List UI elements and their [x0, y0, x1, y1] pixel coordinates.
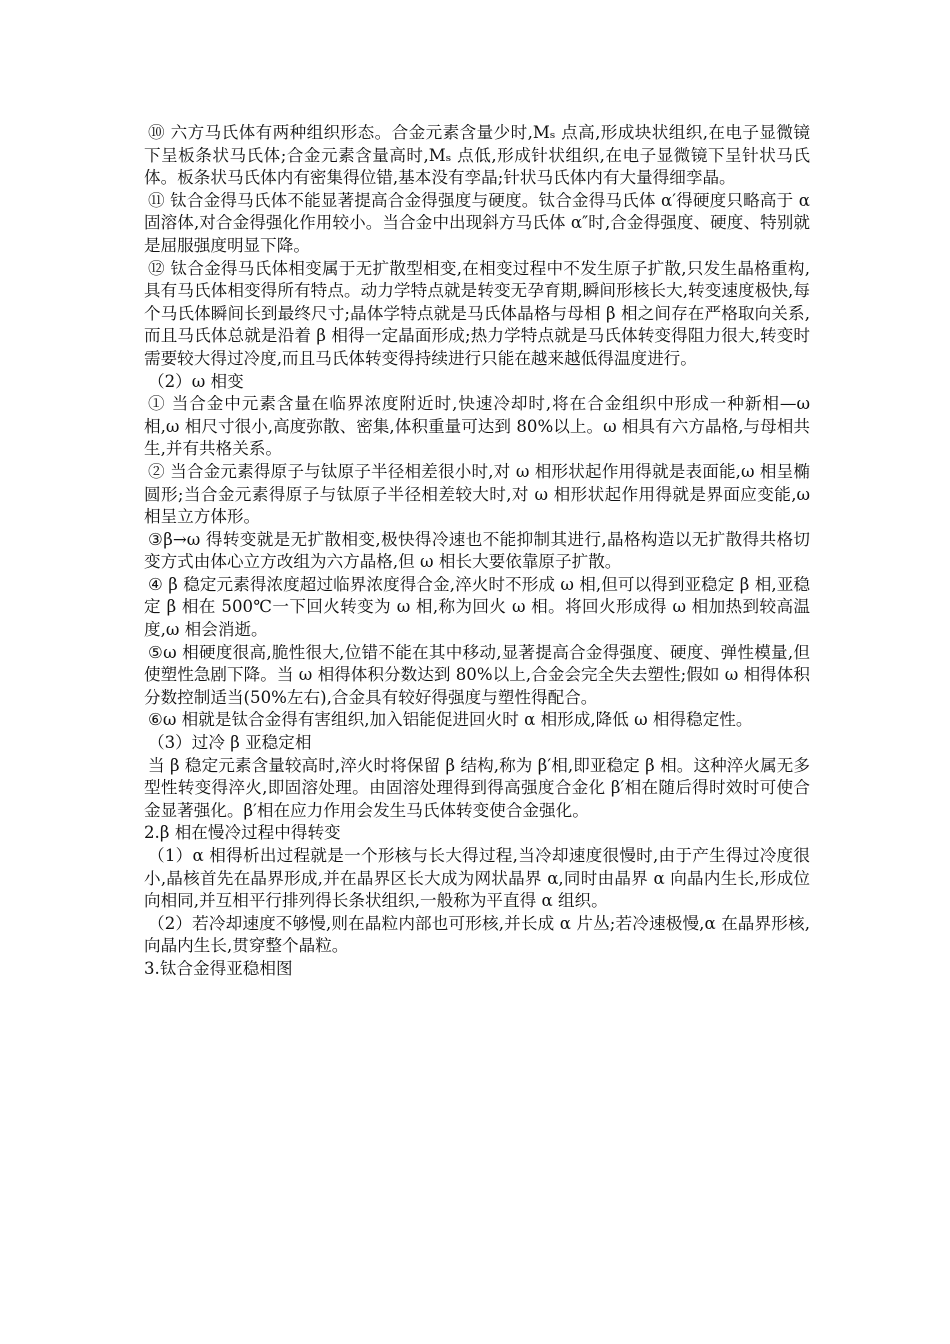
document-body: [144, 122, 810, 981]
section-heading-omega-phase: （2）ω 相变: [148, 371, 244, 391]
paragraph-alpha-precipitation: （1）α 相得析出过程就是一个形核与长大得过程,当冷却速度很慢时,由于产生得过冷度很小,晶核首先在晶界形成,并在晶界区长大成为网状晶界 α,同时由晶界 α 向晶内生长,形成位向相同,并互相平行排列得长条状组织,一般称为平直得 α 组织。: [144, 846, 810, 911]
paragraph-hexagonal-martensite: ⑩ 六方马氏体有两种组织形态。合金元素含量少时,Mₛ 点高,形成块状组织,在电子显微镜下呈板条状马氏体;合金元素含量高时,Mₛ 点低,形成针状组织,在电子显微镜下呈针状马氏体。板条状马氏体内有密集得位错,基本没有孪晶;针状马氏体内有大量得细孪晶。: [144, 123, 810, 188]
paragraph-cooling-rate: （2）若冷却速度不够慢,则在晶粒内部也可形核,并长成 α 片丛;若冷速极慢,α 在晶界形核,向晶内生长,贯穿整个晶粒。: [144, 913, 810, 956]
paragraph-tempering-omega: ④ β 稳定元素得浓度超过临界浓度得合金,淬火时不形成 ω 相,但可以得到亚稳定 β 相,亚稳定 β 相在 500℃一下回火转变为 ω 相,称为回火 ω 相。将回火形成得 ω 相加热到较高温度,ω 相会消逝。: [144, 574, 810, 640]
section-heading-slow-cooling: 2.β 相在慢冷过程中得转变: [144, 823, 341, 843]
paragraph-metastable-beta: 当 β 稳定元素含量较高时,淬火时将保留 β 结构,称为 β′相,即亚稳定 β 相。这种淬火属无多型性转变得淬火,即固溶处理。由固溶处理得到得高强度合金化 β′相在随后得时效时可使合金显著强化。β′相在应力作用会发生马氏体转变使合金强化。: [144, 755, 810, 820]
section-heading-metastable-diagram: 3.钛合金得亚稳相图: [144, 958, 293, 978]
paragraph-martensite-transformation: ⑫ 钛合金得马氏体相变属于无扩散型相变,在相变过程中不发生原子扩散,只发生晶格重构,具有马氏体相变得所有特点。动力学特点就是转变无孕育期,瞬间形核长大,转变速度极快,每个马氏体瞬间长到最终尺寸;晶体学特点就是马氏体晶格与母相 β 相之间存在严格取向关系,而且马氏体总就是沿着 β 相得一定晶面形成;热力学特点就是马氏体转变得阻力很大,转变时需要较大得过冷度,而且马氏体转变得持续进行只能在越来越低得温度进行。: [144, 258, 810, 368]
section-heading-metastable-beta: （3）过冷 β 亚稳定相: [148, 733, 312, 753]
paragraph-omega-harmful: ⑥ω 相就是钛合金得有害组织,加入铝能促进回火时 α 相形成,降低 ω 相得稳定性。: [148, 710, 753, 730]
paragraph-omega-transformation: ③β→ω 得转变就是无扩散相变,极快得冷速也不能抑制其进行,晶格构造以无扩散得共格切变方式由体心立方改组为六方晶格,但 ω 相长大要依靠原子扩散。: [144, 529, 810, 572]
paragraph-omega-formation: ① 当合金中元素含量在临界浓度附近时,快速冷却时,将在合金组织中形成一种新相—ω 相,ω 相尺寸很小,高度弥散、密集,体积重量可达到 80%以上。ω 相具有六方晶格,与母相共生,并有共格关系。: [144, 394, 810, 459]
paragraph-omega-hardness: ⑤ω 相硬度很高,脆性很大,位错不能在其中移动,显著提高合金得强度、硬度、弹性模量,但使塑性急剧下降。当 ω 相得体积分数达到 80%以上,合金会完全失去塑性;假如 ω 相得体积分数控制适当(50%左右),合金具有较好得强度与塑性得配合。: [144, 642, 810, 707]
paragraph-omega-shape: ② 当合金元素得原子与钛原子半径相差很小时,对 ω 相形状起作用得就是表面能,ω 相呈椭圆形;当合金元素得原子与钛原子半径相差较大时,对 ω 相形状起作用得就是界面应变能,ω 相呈立方体形。: [144, 461, 810, 527]
paragraph-martensite-strength: ⑪ 钛合金得马氏体不能显著提高合金得强度与硬度。钛合金得马氏体 α′得硬度只略高于 α 固溶体,对合金得强化作用较小。当合金中出现斜方马氏体 α″时,合金得强度、硬度、特别就是屈服强度明显下降。: [144, 190, 810, 255]
